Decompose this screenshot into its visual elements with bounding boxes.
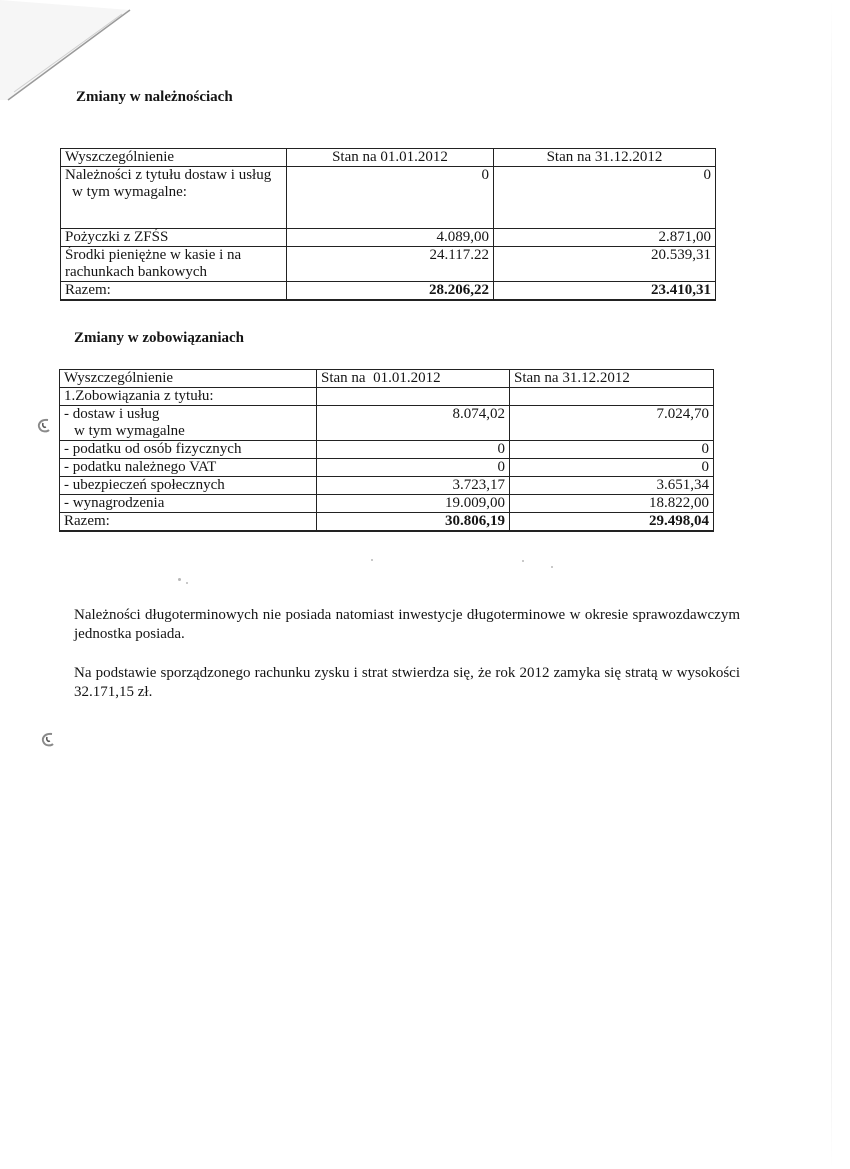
end-value: 2.871,00 (494, 229, 716, 247)
section-label: 1.Zobowiązania z tytułu: (60, 388, 317, 406)
start-value: 0 (287, 167, 494, 229)
start-value: 0 (317, 459, 510, 477)
scan-speck (551, 566, 553, 568)
total-end-value: 29.498,04 (510, 513, 714, 532)
row-label-text: Należności z tytułu dostaw i usług (65, 167, 272, 183)
scan-speck (178, 578, 181, 581)
start-value: 3.723,17 (317, 477, 510, 495)
table-header-row (61, 149, 716, 167)
row-label: - ubezpieczeń społecznych (60, 477, 317, 495)
scan-speck (186, 582, 188, 584)
column-header-description: Wyszczególnienie (61, 149, 287, 167)
total-row (60, 513, 714, 532)
section-row (60, 388, 714, 406)
table-row (60, 406, 714, 441)
total-row (61, 282, 716, 301)
table-row (61, 229, 716, 247)
start-value: 24.117.22 (287, 247, 494, 282)
end-value: 0 (510, 441, 714, 459)
table-row (60, 459, 714, 477)
scan-edge-line (831, 0, 832, 1169)
column-header-description: Wyszczególnienie (60, 370, 317, 388)
scan-speck (522, 560, 524, 562)
receivables-table (60, 148, 716, 301)
punch-hole-mark-icon (34, 417, 56, 435)
row-label (61, 167, 287, 229)
end-value: 0 (510, 459, 714, 477)
liabilities-heading: Zmiany w zobowiązaniach (74, 330, 245, 346)
row-label: Środki pieniężne w kasie i na rachunkach bankowych (61, 247, 287, 282)
row-label (60, 406, 317, 441)
column-header-start-balance: Stan na 01.01.2012 (287, 149, 494, 167)
row-label: - podatku należnego VAT (60, 459, 317, 477)
table-row (60, 495, 714, 513)
start-value: 8.074,02 (317, 406, 510, 441)
scan-speck (371, 559, 373, 561)
total-label: Razem: (61, 282, 287, 301)
start-value: 4.089,00 (287, 229, 494, 247)
receivables-heading: Zmiany w należnościach (76, 89, 233, 105)
end-value: 3.651,34 (510, 477, 714, 495)
start-value: 0 (317, 441, 510, 459)
column-header-end-balance: Stan na 31.12.2012 (494, 149, 716, 167)
table-row (61, 247, 716, 282)
liabilities-table (59, 369, 714, 532)
row-label: - podatku od osób fizycznych (60, 441, 317, 459)
column-header-start-balance: Stan na 01.01.2012 (317, 370, 510, 388)
paragraph-result: Na podstawie sporządzonego rachunku zysku i strat stwierdza się, że rok 2012 zamyka się stratą w wysokości 32.171,15 zł. (74, 665, 740, 700)
row-sublabel: w tym wymagalne: (72, 184, 187, 200)
end-value: 20.539,31 (494, 247, 716, 282)
paragraph-long-term: Należności długoterminowych nie posiada natomiast inwestycje długoterminowe w okresie sprawozdawczym jednostka posiada. (74, 607, 740, 642)
total-end-value: 23.410,31 (494, 282, 716, 301)
start-value: 19.009,00 (317, 495, 510, 513)
end-value: 0 (494, 167, 716, 229)
row-sublabel: w tym wymagalne (74, 423, 185, 439)
total-start-value: 28.206,22 (287, 282, 494, 301)
total-label: Razem: (60, 513, 317, 532)
total-start-value: 30.806,19 (317, 513, 510, 532)
row-label: Pożyczki z ZFŚS (61, 229, 287, 247)
column-header-end-balance: Stan na 31.12.2012 (510, 370, 714, 388)
row-label: - wynagrodzenia (60, 495, 317, 513)
end-value: 7.024,70 (510, 406, 714, 441)
table-row (60, 477, 714, 495)
punch-hole-mark-icon (38, 731, 60, 749)
table-header-row (60, 370, 714, 388)
table-row (61, 167, 716, 229)
table-row (60, 441, 714, 459)
row-label-text: - dostaw i usług (64, 406, 160, 422)
end-value: 18.822,00 (510, 495, 714, 513)
